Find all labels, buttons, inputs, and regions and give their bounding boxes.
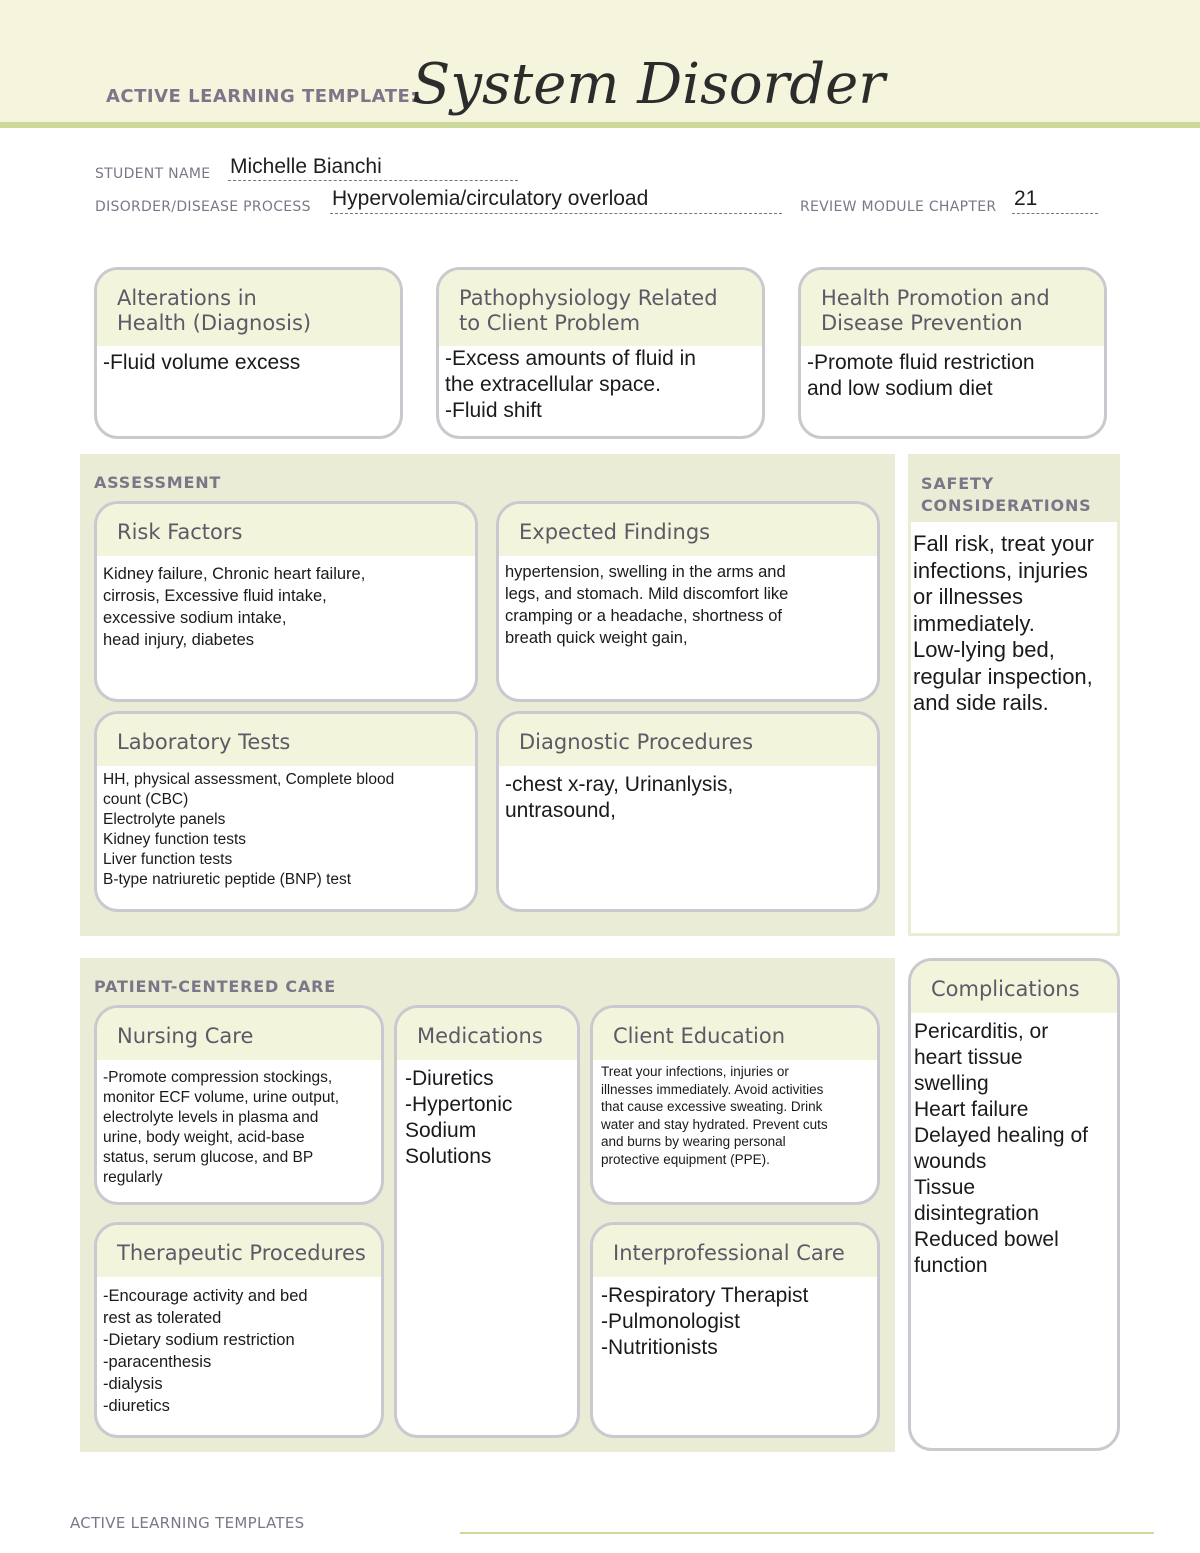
health-promotion-title: Health Promotion and Disease Prevention — [801, 270, 1104, 346]
expected-findings-body[interactable]: hypertension, swelling in the arms and legs, and stomach. Mild discomfort like cramping or a headache, shortness of breath quick weight gain, — [505, 563, 789, 647]
chapter-field[interactable]: 21 — [1014, 187, 1038, 210]
complications-title: Complications — [911, 961, 1117, 1013]
pathophysiology-title: Pathophysiology Related to Client Problem — [439, 270, 762, 346]
complications-body[interactable]: Pericarditis, or heart tissue swelling Heart failure Delayed healing of wounds Tissue disintegration Reduced bowel function — [914, 1020, 1088, 1277]
footer-text: ACTIVE LEARNING TEMPLATES — [70, 1514, 305, 1532]
pathophysiology-box — [436, 267, 765, 439]
diagnostic-procedures-title: Diagnostic Procedures — [499, 714, 877, 766]
disorder-label: DISORDER/DISEASE PROCESS — [95, 199, 311, 215]
health-promotion-body[interactable]: -Promote fluid restriction and low sodium diet — [807, 351, 1035, 400]
student-name-label: STUDENT NAME — [95, 166, 211, 182]
nursing-care-box — [94, 1005, 384, 1205]
student-name-line — [228, 180, 518, 181]
student-name-field[interactable]: Michelle Bianchi — [230, 155, 382, 178]
chapter-label: REVIEW MODULE CHAPTER — [800, 199, 997, 215]
nursing-care-body[interactable]: -Promote compression stockings, monitor ECF volume, urine output, electrolyte levels in plasma and urine, body weight, acid-base status, serum glucose, and BP regularly — [103, 1069, 340, 1186]
therapeutic-procedures-title: Therapeutic Procedures — [97, 1225, 381, 1277]
medications-body[interactable]: -Diuretics -Hypertonic Sodium Solutions — [405, 1067, 513, 1168]
complications-box — [908, 958, 1120, 1451]
therapeutic-procedures-box — [94, 1222, 384, 1438]
interprofessional-care-body[interactable]: -Respiratory Therapist -Pulmonologist -Nutritionists — [601, 1284, 809, 1359]
template-label: ACTIVE LEARNING TEMPLATE: — [106, 86, 418, 107]
client-education-box — [590, 1005, 880, 1205]
patient-centered-care-title: PATIENT-CENTERED CARE — [94, 977, 336, 996]
header-rule — [0, 122, 1200, 128]
risk-factors-box — [94, 501, 478, 702]
medications-box — [394, 1005, 580, 1438]
medications-title: Medications — [397, 1008, 577, 1060]
footer-rule — [460, 1532, 1154, 1534]
interprofessional-care-box — [590, 1222, 880, 1438]
client-education-title: Client Education — [593, 1008, 877, 1060]
chapter-line — [1012, 213, 1098, 214]
safety-title: SAFETY CONSIDERATIONS — [921, 474, 1092, 515]
disorder-field[interactable]: Hypervolemia/circulatory overload — [332, 187, 649, 210]
alterations-title: Alterations in Health (Diagnosis) — [97, 270, 400, 346]
laboratory-tests-box — [94, 711, 478, 912]
laboratory-tests-body[interactable]: HH, physical assessment, Complete blood count (CBC) Electrolyte panels Kidney function tests Liver function tests B-type natriuretic peptide (BNP) test — [103, 771, 395, 888]
health-promotion-box — [798, 267, 1107, 439]
nursing-care-title: Nursing Care — [97, 1008, 381, 1060]
risk-factors-body[interactable]: Kidney failure, Chronic heart failure, cirrosis, Excessive fluid intake, excessive sodium intake, head injury, diabetes — [103, 565, 366, 649]
alterations-body[interactable]: -Fluid volume excess — [103, 351, 301, 374]
risk-factors-title: Risk Factors — [97, 504, 475, 556]
therapeutic-procedures-body[interactable]: -Encourage activity and bed rest as tolerated -Dietary sodium restriction -paracenthesis -dialysis -diuretics — [103, 1287, 308, 1415]
alterations-box — [94, 267, 403, 439]
diagnostic-procedures-box — [496, 711, 880, 912]
disorder-line — [330, 213, 782, 214]
page-title: System Disorder — [412, 52, 886, 117]
expected-findings-title: Expected Findings — [499, 504, 877, 556]
client-education-body[interactable]: Treat your infections, injuries or illnesses immediately. Avoid activities that cause excessive sweating. Drink water and stay hydrated. Prevent cuts and burns by wearing personal protective equipment (PPE). — [601, 1064, 828, 1167]
laboratory-tests-title: Laboratory Tests — [97, 714, 475, 766]
safety-body[interactable]: Fall risk, treat your infections, injuries or illnesses immediately. Low-lying bed, regular inspection, and side rails. — [913, 531, 1094, 715]
assessment-title: ASSESSMENT — [94, 473, 222, 492]
interprofessional-care-title: Interprofessional Care — [593, 1225, 877, 1277]
diagnostic-procedures-body[interactable]: -chest x-ray, Urinanlysis, untrasound, — [505, 773, 734, 822]
expected-findings-box — [496, 501, 880, 702]
pathophysiology-body[interactable]: -Excess amounts of fluid in the extracellular space. -Fluid shift — [445, 347, 696, 422]
